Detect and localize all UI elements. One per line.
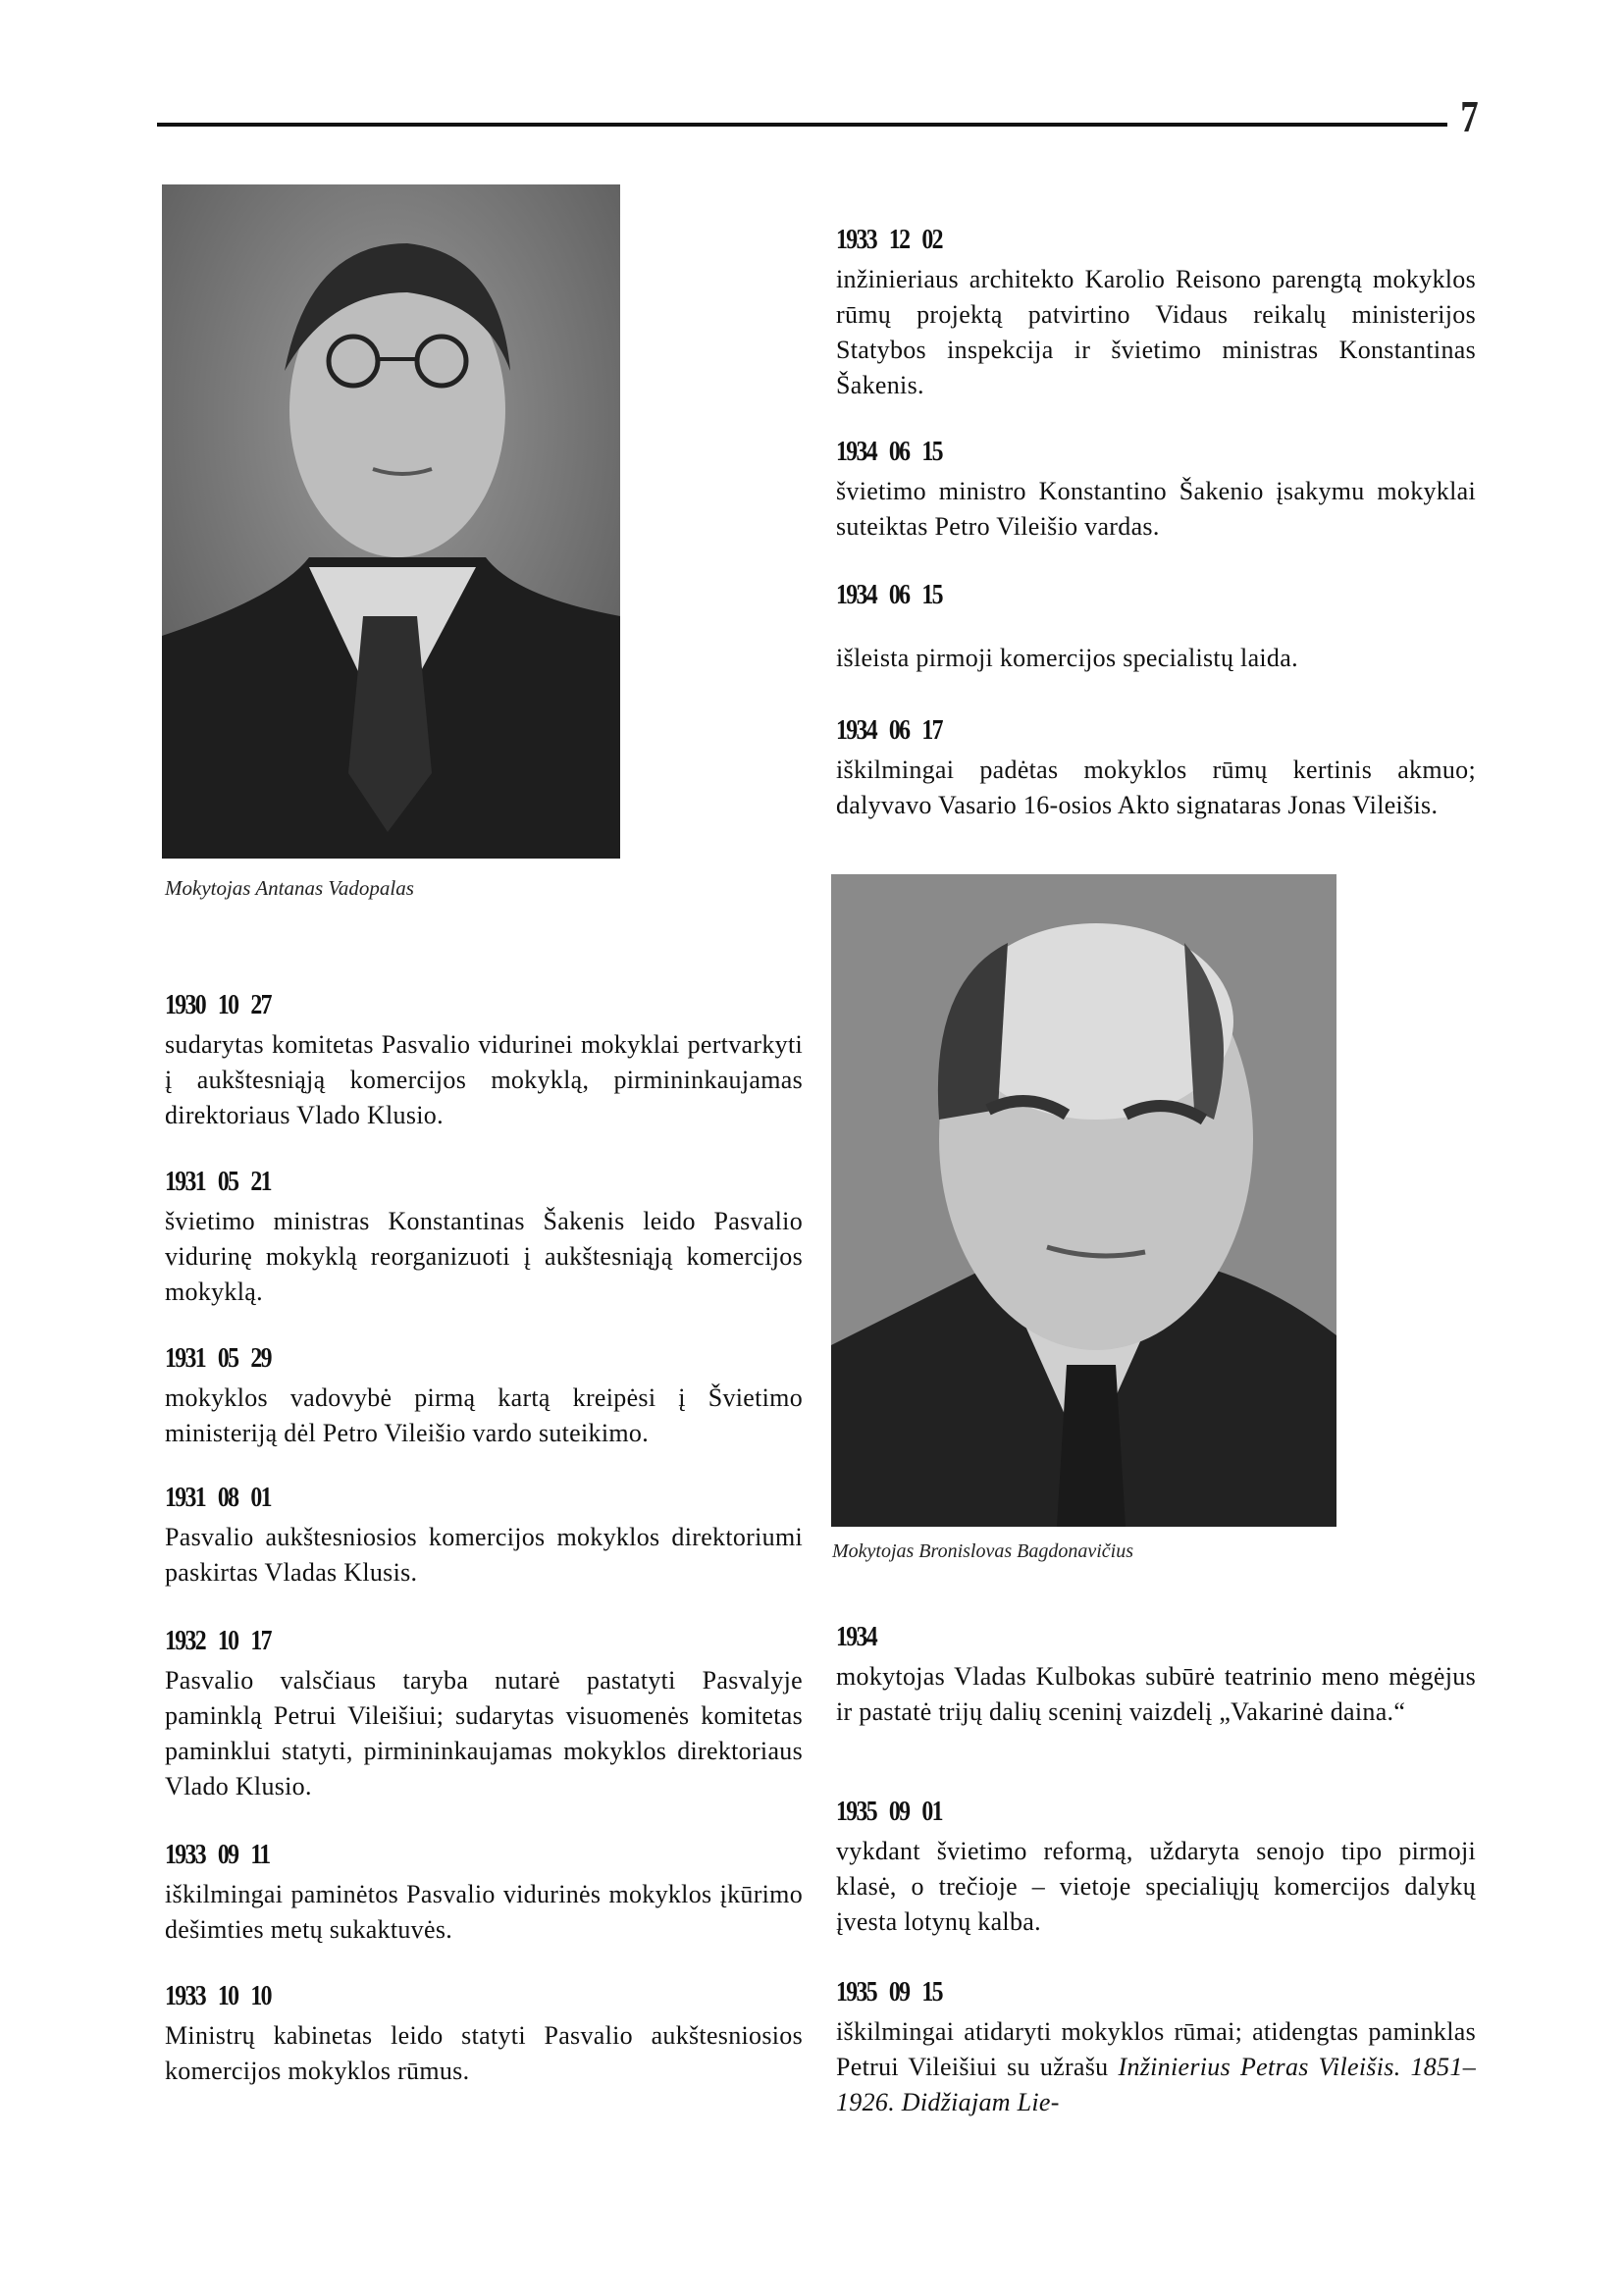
timeline-entry bbox=[836, 714, 1476, 823]
timeline-entry bbox=[836, 224, 1476, 403]
entry-text: Ministrų kabinetas leido statyti Pasvalio aukštesniosios komercijos mokyklos rūmus. bbox=[165, 2021, 803, 2085]
entry-date: 1934 06 15 bbox=[836, 579, 942, 610]
entry-date: 1931 05 21 bbox=[165, 1166, 271, 1197]
timeline-entry bbox=[165, 1625, 803, 1804]
timeline-entry bbox=[165, 989, 803, 1133]
timeline-entry bbox=[836, 1621, 1476, 1730]
entry-date: 1935 09 01 bbox=[836, 1796, 942, 1827]
entry-date: 1934 06 15 bbox=[836, 436, 942, 467]
entry-text bbox=[836, 2014, 1476, 2120]
timeline-entry bbox=[165, 1166, 803, 1310]
entry-text: iškilmingai padėtas mokyklos rūmų kertinis akmuo; dalyvavo Vasario 16-osios Akto signataras Jonas Vileišis. bbox=[836, 756, 1476, 819]
timeline-entry bbox=[836, 579, 1476, 676]
photo-caption-vadopalas: Mokytojas Antanas Vadopalas bbox=[165, 876, 414, 900]
entry-date: 1931 08 01 bbox=[165, 1482, 271, 1513]
spacer bbox=[836, 617, 1476, 641]
entry-date: 1934 06 17 bbox=[836, 714, 942, 746]
entry-text: išleista pirmoji komercijos specialistų laida. bbox=[836, 644, 1298, 672]
photo-vadopalas bbox=[162, 184, 620, 859]
timeline-entry bbox=[165, 1342, 803, 1451]
entry-date: 1932 10 17 bbox=[165, 1625, 271, 1656]
entry-text: inžinieriaus architekto Karolio Reisono parengtą mokyklos rūmų projektą patvirtino Vidaus reikalų ministerijos Statybos inspekcija ir švietimo ministras Konstantinas Šakenis. bbox=[836, 265, 1476, 399]
timeline-entry bbox=[165, 1482, 803, 1591]
entry-text: švietimo ministro Konstantino Šakenio įsakymu mokyklai suteiktas Petro Vileišio vardas. bbox=[836, 477, 1476, 541]
header-rule bbox=[157, 123, 1447, 127]
entry-date: 1933 09 11 bbox=[165, 1839, 270, 1870]
entry-date: 1931 05 29 bbox=[165, 1342, 271, 1374]
entry-date: 1935 09 15 bbox=[836, 1976, 942, 2008]
photo-bagdonavicius bbox=[831, 874, 1336, 1527]
entry-text: Pasvalio valsčiaus taryba nutarė pastatyti Pasvalyje paminklą Petrui Vileišiui; sudarytas visuomenės komitetas paminklui statyti, pirmininkaujamas mokyklos direktoriaus Vlado Klusio. bbox=[165, 1666, 803, 1800]
entry-text: švietimo ministras Konstantinas Šakenis leido Pasvalio vidurinę mokyklą reorganizuoti į aukštesniąją komercijos mokyklą. bbox=[165, 1207, 803, 1306]
timeline-entry bbox=[165, 1839, 803, 1948]
entry-text: Pasvalio aukštesniosios komercijos mokyklos direktoriumi paskirtas Vladas Klusis. bbox=[165, 1523, 803, 1587]
entry-text-plain: iškilmingai atidaryti mokyklos rūmai; atidengtas paminklas Petrui Vileišiui su užrašu bbox=[836, 2017, 1476, 2081]
entry-date: 1933 12 02 bbox=[836, 224, 942, 255]
entry-text: mokyklos vadovybė pirmą kartą kreipėsi į Švietimo ministeriją dėl Petro Vileišio vardo suteikimo. bbox=[165, 1383, 803, 1447]
entry-date: 1933 10 10 bbox=[165, 1980, 271, 2011]
page-number: 7 bbox=[1460, 91, 1479, 141]
entry-date: 1934 bbox=[836, 1621, 876, 1652]
photo-caption-bagdonavicius: Mokytojas Bronislovas Bagdonavičius bbox=[832, 1540, 1133, 1562]
timeline-entry bbox=[836, 436, 1476, 545]
inscription-text: Inžinierius Petras Vileišis. 1851–1926. Didžiajam Lie- bbox=[836, 2053, 1476, 2116]
entry-date: 1930 10 27 bbox=[165, 989, 271, 1020]
entry-text: iškilmingai paminėtos Pasvalio vidurinės mokyklos įkūrimo dešimties metų sukaktuvės. bbox=[165, 1880, 803, 1944]
portrait-image bbox=[831, 874, 1336, 1527]
timeline-entry bbox=[836, 1796, 1476, 1940]
entry-text: mokytojas Vladas Kulbokas subūrė teatrinio meno mėgėjus ir pastatė trijų dalių sceninį vaizdelį „Vakarinė daina.“ bbox=[836, 1662, 1476, 1726]
timeline-entry bbox=[165, 1980, 803, 2089]
portrait-image bbox=[162, 184, 620, 859]
entry-text: sudarytas komitetas Pasvalio vidurinei mokyklai pertvarkyti į aukštesniąją komercijos mokyklą, pirmininkaujamas direktoriaus Vlado Klusio. bbox=[165, 1030, 803, 1129]
entry-text: vykdant švietimo reformą, uždaryta senojo tipo pirmoji klasė, o trečioje – vietoje specialiųjų komercijos dalykų įvesta lotynų kalba. bbox=[836, 1837, 1476, 1936]
timeline-entry bbox=[836, 1976, 1476, 2120]
